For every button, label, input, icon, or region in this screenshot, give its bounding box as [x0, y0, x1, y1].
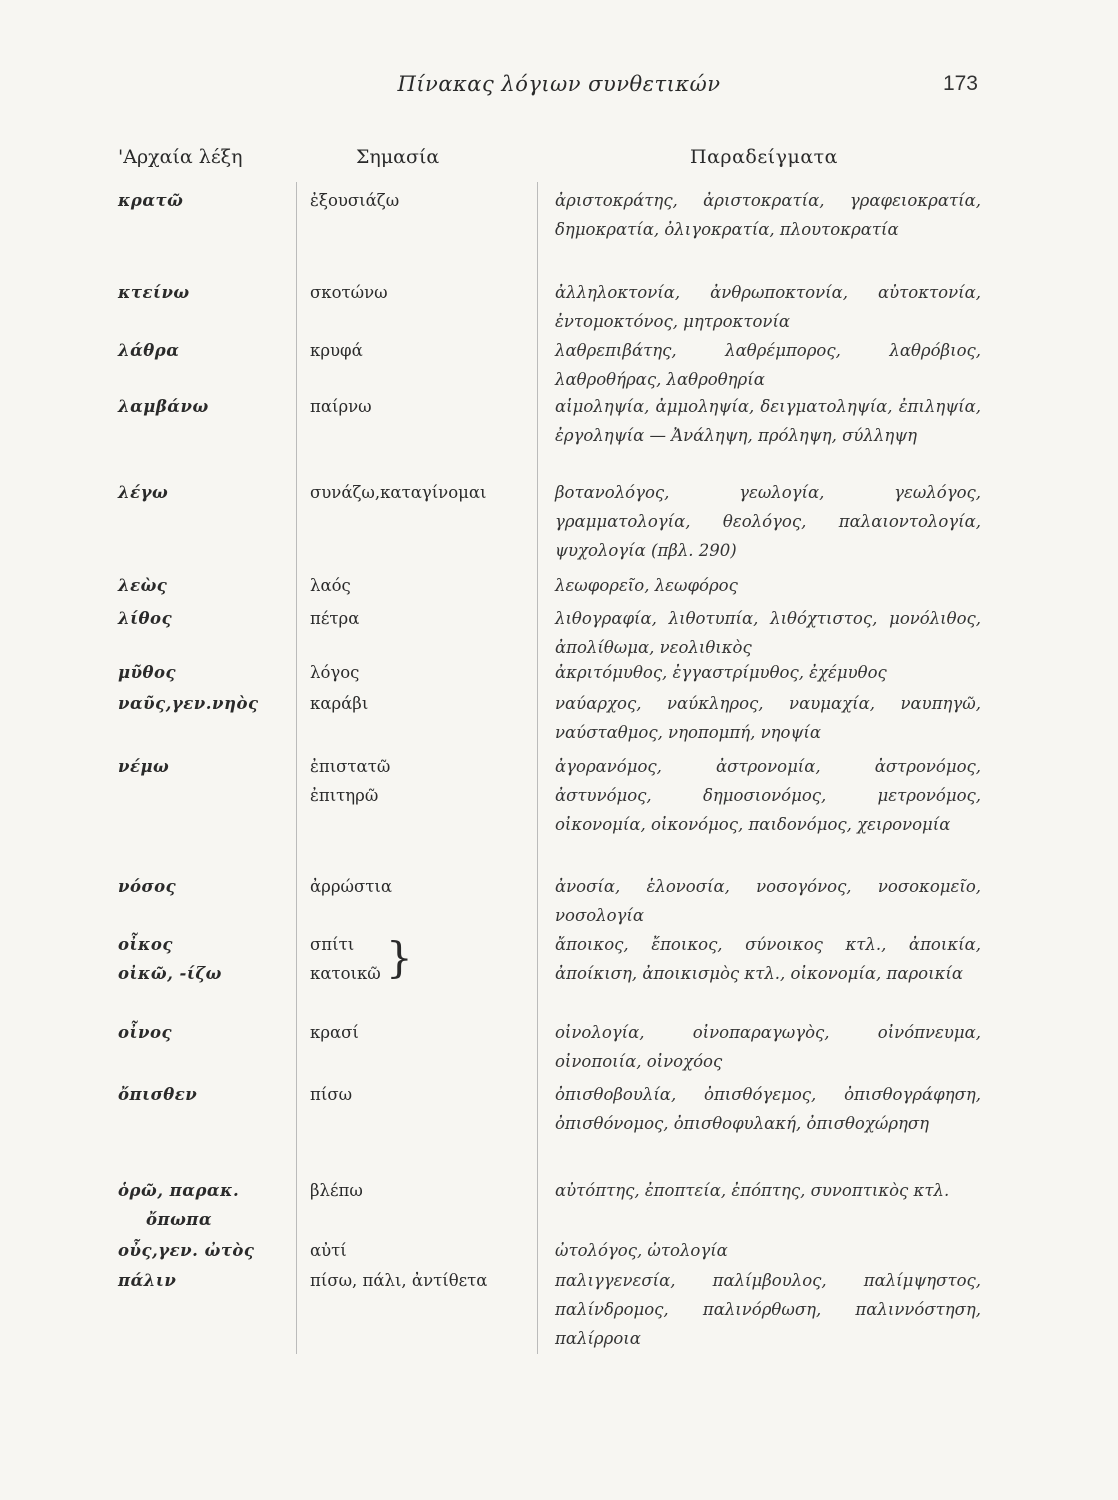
examples: ἀκριτόμυθος, ἐγγαστρίμυθος, ἐχέμυθος [555, 663, 887, 682]
column-header-word: 'Αρχαία λέξη [118, 146, 243, 168]
ancient-word: λαμβάνω [118, 397, 209, 416]
meaning: πέτρα [310, 609, 360, 628]
ancient-word: κτείνω [118, 283, 190, 302]
meaning: κρασί [310, 1023, 359, 1042]
column-divider-left [296, 182, 297, 1354]
examples: ἄποικος, ἔποικος, σύνοικος κτλ., ἀποικία, ἀποίκιση, ἀποικισμὸς κτλ., οἰκονομία, παροικία [555, 935, 981, 983]
examples: ὀπισθοβουλία, ὀπισθόγεμος, ὀπισθογράφηση, ὀπισθόνομος, ὀπισθοφυλακή, ὀπισθοχώρηση [555, 1085, 981, 1133]
meaning: συνάζω,καταγίνομαι [310, 483, 487, 502]
meaning: λαός [310, 576, 351, 595]
brace-icon: } [386, 933, 414, 982]
examples: οἰνολογία, οἰνοπαραγωγὸς, οἰνόπνευμα, οἰνοποιία, οἰνοχόος [555, 1023, 981, 1071]
ancient-word [118, 1176, 294, 1234]
examples: ὠτολόγος, ὠτολογία [555, 1241, 728, 1260]
ancient-word: νέμω [118, 757, 170, 776]
page-number: 173 [942, 72, 978, 95]
ancient-word: οὖς,γεν. ὠτὸς [118, 1241, 255, 1260]
column-header-meaning: Σημασία [356, 146, 440, 168]
examples: βοτανολόγος, γεωλογία, γεωλόγος, γραμματολογία, θεολόγος, παλαιοντολογία, ψυχολογία (πβλ. 290) [555, 483, 981, 560]
column-header-examples: Παραδείγματα [690, 146, 839, 168]
ancient-word: λέγω [118, 483, 169, 502]
meaning: κρυφά [310, 341, 363, 360]
running-title: Πίνακας λόγιων συνθετικών [397, 72, 721, 96]
ancient-word: ναῦς,γεν.νηὸς [118, 694, 259, 713]
meaning-line: σπίτι [310, 935, 355, 954]
meaning: σκοτώνω [310, 283, 388, 302]
word-line: ὁρῶ, παρακ. [118, 1181, 240, 1200]
meaning-line: ἐπιτηρῶ [310, 786, 379, 805]
word-line: οἶκος [118, 935, 173, 954]
meaning: αὐτί [310, 1241, 347, 1260]
ancient-word: λεὼς [118, 576, 168, 595]
meaning: ἀρρώστια [310, 877, 393, 896]
examples: ἀγορανόμος, ἀστρονομία, ἀστρονόμος, ἀστυνόμος, δημοσιονόμος, μετρονόμος, οἰκονομία, οἰκονόμος, παιδονόμος, χειρονομία [555, 757, 981, 834]
examples: παλιγγενεσία, παλίμβουλος, παλίμψηστος, παλίνδρομος, παλινόρθωση, παλιννόστηση, παλίρροια [555, 1271, 981, 1348]
examples: ἀλληλοκτονία, ἀνθρωποκτονία, αὐτοκτονία, ἐντομοκτόνος, μητροκτονία [555, 283, 981, 331]
examples: λαθρεπιβάτης, λαθρέμπορος, λαθρόβιος, λαθροθήρας, λαθροθηρία [555, 341, 981, 389]
meaning [310, 752, 535, 810]
ancient-word: κρατῶ [118, 191, 184, 210]
examples: λιθογραφία, λιθοτυπία, λιθόχτιστος, μονόλιθος, ἀπολίθωμα, νεολιθικὸς [555, 609, 981, 657]
meaning-line: κατοικῶ [310, 964, 381, 983]
meaning: καράβι [310, 694, 369, 713]
ancient-word: πάλιν [118, 1271, 177, 1290]
ancient-word: μῦθος [118, 663, 177, 682]
word-line: ὄπωπα [146, 1210, 213, 1229]
ancient-word: οἶνος [118, 1023, 172, 1042]
examples: ἀνοσία, ἑλονοσία, νοσογόνος, νοσοκομεῖο, νοσολογία [555, 877, 981, 925]
column-headers [0, 146, 1118, 176]
word-line: οἰκῶ, -ίζω [118, 964, 222, 983]
examples: λεωφορεῖο, λεωφόρος [555, 576, 738, 595]
examples: ναύαρχος, ναύκληρος, ναυμαχία, ναυπηγῶ, ναύσταθμος, νηοπομπή, νηοψία [555, 694, 981, 742]
ancient-word: λάθρα [118, 341, 180, 360]
meaning: πίσω, πάλι, ἀντίθετα [310, 1271, 488, 1290]
meaning: λόγος [310, 663, 360, 682]
meaning: βλέπω [310, 1181, 363, 1200]
meaning: παίρνω [310, 397, 372, 416]
examples: ἀριστοκράτης, ἀριστοκρατία, γραφειοκρατία, δημοκρατία, ὀλιγοκρατία, πλουτοκρατία [555, 191, 981, 239]
meaning [310, 930, 535, 988]
ancient-word: ὄπισθεν [118, 1085, 198, 1104]
ancient-word: νόσος [118, 877, 177, 896]
examples: αἱμοληψία, ἀμμοληψία, δειγματοληψία, ἐπιληψία, ἐργοληψία — Ἀνάληψη, πρόληψη, σύλληψη [555, 397, 981, 445]
meaning-line: ἐπιστατῶ [310, 757, 391, 776]
meaning: πίσω [310, 1085, 353, 1104]
column-divider-right [537, 182, 538, 1354]
meaning: ἐξουσιάζω [310, 191, 400, 210]
ancient-word: λίθος [118, 609, 173, 628]
examples: αὐτόπτης, ἐποπτεία, ἐπόπτης, συνοπτικὸς κτλ. [555, 1181, 950, 1200]
